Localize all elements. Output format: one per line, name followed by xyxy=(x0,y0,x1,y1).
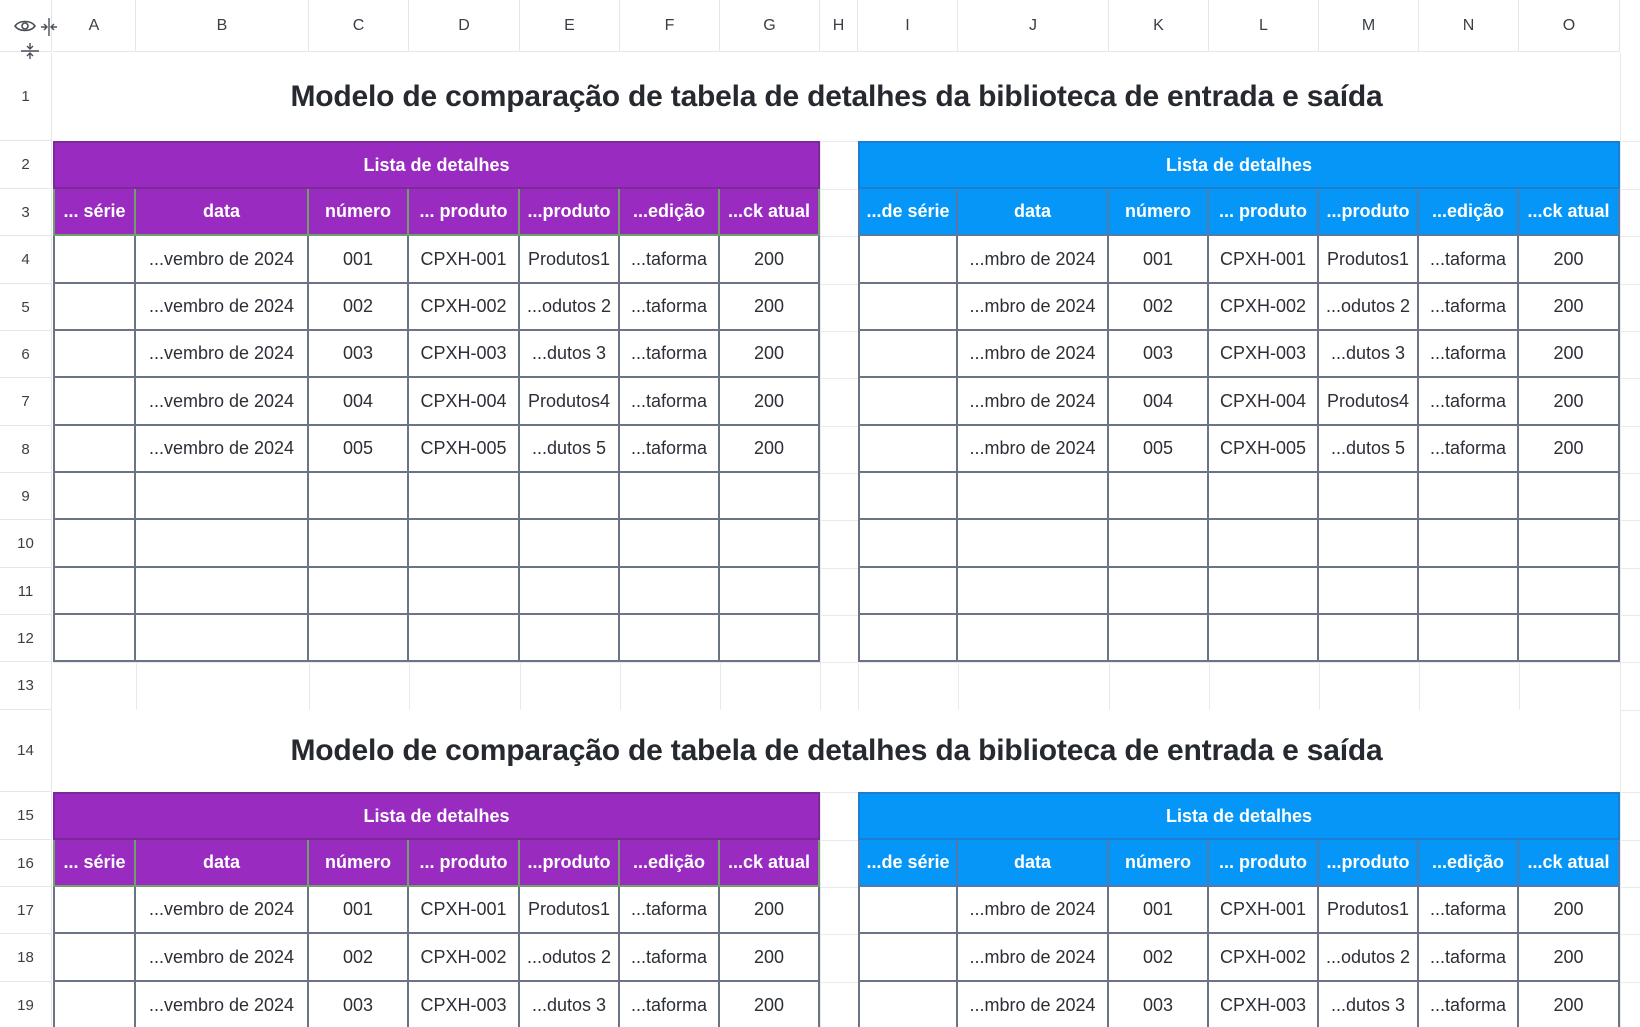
right-table-cell[interactable] xyxy=(958,473,1109,520)
left-table-cell[interactable] xyxy=(720,568,820,615)
right-table-cell[interactable]: Produtos1 xyxy=(1319,236,1419,284)
left-table-cell[interactable] xyxy=(53,887,136,934)
row-header-3[interactable]: 3 xyxy=(0,189,52,236)
left-table-cell[interactable] xyxy=(53,934,136,982)
right-table-cell[interactable] xyxy=(1209,615,1319,662)
left-table-cell[interactable]: CPXH-002 xyxy=(409,934,520,982)
right-table-cell[interactable]: CPXH-001 xyxy=(1209,887,1319,934)
column-header-n[interactable]: N xyxy=(1419,0,1519,52)
row-header-19[interactable]: 19 xyxy=(0,982,52,1027)
left-table-cell[interactable] xyxy=(53,615,136,662)
right-table-cell[interactable]: ...dutos 3 xyxy=(1319,982,1419,1027)
left-column-heading[interactable]: ...edição xyxy=(620,189,720,236)
left-table-cell[interactable] xyxy=(620,568,720,615)
right-table-cell[interactable] xyxy=(1109,473,1209,520)
right-table-cell[interactable]: ...mbro de 2024 xyxy=(958,284,1109,331)
right-table-cell[interactable] xyxy=(1109,568,1209,615)
left-table-cell[interactable]: 200 xyxy=(720,378,820,426)
left-table-cell[interactable]: ...vembro de 2024 xyxy=(136,331,309,378)
right-column-heading[interactable]: número xyxy=(1109,189,1209,236)
left-table-cell[interactable]: CPXH-001 xyxy=(409,236,520,284)
right-table-cell[interactable] xyxy=(858,887,958,934)
left-table-cell[interactable]: ...taforma xyxy=(620,284,720,331)
row-header-4[interactable]: 4 xyxy=(0,236,52,284)
left-table-cell[interactable]: ...vembro de 2024 xyxy=(136,426,309,473)
left-table-cell[interactable]: CPXH-005 xyxy=(409,426,520,473)
left-table-cell[interactable]: 200 xyxy=(720,426,820,473)
right-table-cell[interactable] xyxy=(858,426,958,473)
left-column-heading[interactable]: ...produto xyxy=(520,189,620,236)
left-table-cell[interactable] xyxy=(620,615,720,662)
row-header-8[interactable]: 8 xyxy=(0,426,52,473)
row-header-2[interactable]: 2 xyxy=(0,141,52,189)
left-column-heading[interactable]: ...produto xyxy=(520,840,620,887)
row-header-7[interactable]: 7 xyxy=(0,378,52,426)
left-table-cell[interactable]: ...vembro de 2024 xyxy=(136,378,309,426)
left-table-cell[interactable]: Produtos1 xyxy=(520,236,620,284)
left-table-cell[interactable] xyxy=(136,520,309,568)
left-table-cell[interactable]: ...taforma xyxy=(620,331,720,378)
right-table-cell[interactable]: ...taforma xyxy=(1419,236,1519,284)
left-table-cell[interactable] xyxy=(620,520,720,568)
right-table-cell[interactable] xyxy=(1519,520,1620,568)
right-column-heading[interactable]: ...edição xyxy=(1419,840,1519,887)
left-table-cell[interactable]: 004 xyxy=(309,378,409,426)
right-table-cell[interactable]: 002 xyxy=(1109,934,1209,982)
left-table-cell[interactable] xyxy=(409,520,520,568)
left-table-banner: Lista de detalhes xyxy=(53,141,820,189)
right-column-heading[interactable]: ...produto xyxy=(1319,840,1419,887)
left-table-cell[interactable]: ...taforma xyxy=(620,426,720,473)
right-table-cell[interactable]: 200 xyxy=(1519,982,1620,1027)
column-header-h[interactable]: H xyxy=(820,0,858,52)
column-header-f[interactable]: F xyxy=(620,0,720,52)
left-column-heading[interactable]: ...edição xyxy=(620,840,720,887)
left-table-cell[interactable] xyxy=(136,615,309,662)
right-table-cell[interactable]: ...mbro de 2024 xyxy=(958,934,1109,982)
left-column-heading[interactable]: ...ck atual xyxy=(720,840,820,887)
right-table-cell[interactable]: 200 xyxy=(1519,934,1620,982)
right-table-cell[interactable] xyxy=(1209,568,1319,615)
left-table-cell[interactable]: CPXH-003 xyxy=(409,982,520,1027)
left-column-heading[interactable]: data xyxy=(136,189,309,236)
left-table-cell[interactable] xyxy=(520,615,620,662)
right-table-cell[interactable] xyxy=(858,331,958,378)
left-table-cell[interactable]: ...odutos 2 xyxy=(520,934,620,982)
left-table-cell[interactable] xyxy=(409,473,520,520)
right-table-cell[interactable]: CPXH-002 xyxy=(1209,284,1319,331)
column-header-l[interactable]: L xyxy=(1209,0,1319,52)
right-table-cell[interactable]: ...taforma xyxy=(1419,426,1519,473)
right-table-cell[interactable] xyxy=(1319,615,1419,662)
select-all-corner[interactable] xyxy=(0,0,52,52)
row-header-14[interactable]: 14 xyxy=(0,710,52,792)
left-table-cell[interactable] xyxy=(53,473,136,520)
right-table-cell[interactable] xyxy=(858,615,958,662)
left-table-cell[interactable]: ...dutos 3 xyxy=(520,982,620,1027)
right-column-heading[interactable]: ...de série xyxy=(858,189,958,236)
right-table-cell[interactable]: CPXH-005 xyxy=(1209,426,1319,473)
right-column-heading[interactable]: ... produto xyxy=(1209,189,1319,236)
left-column-heading[interactable]: ... produto xyxy=(409,840,520,887)
left-table-cell[interactable]: CPXH-004 xyxy=(409,378,520,426)
right-table-cell[interactable] xyxy=(1519,615,1620,662)
column-header-k[interactable]: K xyxy=(1109,0,1209,52)
left-table-cell[interactable]: Produtos1 xyxy=(520,887,620,934)
left-table-cell[interactable]: Produtos4 xyxy=(520,378,620,426)
left-table-cell[interactable]: ...dutos 3 xyxy=(520,331,620,378)
left-column-heading[interactable]: número xyxy=(309,840,409,887)
left-table-cell[interactable]: 002 xyxy=(309,284,409,331)
right-table-cell[interactable] xyxy=(858,284,958,331)
left-table-cell[interactable]: 200 xyxy=(720,331,820,378)
right-column-heading[interactable]: número xyxy=(1109,840,1209,887)
column-header-m[interactable]: M xyxy=(1319,0,1419,52)
left-table-cell[interactable]: ...vembro de 2024 xyxy=(136,982,309,1027)
left-table-cell[interactable] xyxy=(53,426,136,473)
gridline xyxy=(1620,53,1621,1027)
right-table-cell[interactable] xyxy=(1419,473,1519,520)
right-column-heading[interactable]: ...edição xyxy=(1419,189,1519,236)
right-table-cell[interactable]: 200 xyxy=(1519,378,1620,426)
left-table-cell[interactable] xyxy=(309,568,409,615)
column-header-o[interactable]: O xyxy=(1519,0,1620,52)
right-table-cell[interactable]: CPXH-002 xyxy=(1209,934,1319,982)
left-table-cell[interactable] xyxy=(520,473,620,520)
eye-icon[interactable] xyxy=(14,18,36,34)
left-table-cell[interactable]: 002 xyxy=(309,934,409,982)
row-header-6[interactable]: 6 xyxy=(0,331,52,378)
right-table-banner: Lista de detalhes xyxy=(858,141,1620,189)
row-header-18[interactable]: 18 xyxy=(0,934,52,982)
column-header-e[interactable]: E xyxy=(520,0,620,52)
right-table-cell[interactable]: ...odutos 2 xyxy=(1319,284,1419,331)
left-table-cell[interactable]: ...vembro de 2024 xyxy=(136,934,309,982)
right-table-cell[interactable] xyxy=(958,520,1109,568)
left-column-heading[interactable]: ... série xyxy=(53,840,136,887)
row-header-11[interactable]: 11 xyxy=(0,568,52,615)
left-table-cell[interactable]: 200 xyxy=(720,236,820,284)
right-table-cell[interactable]: 200 xyxy=(1519,887,1620,934)
right-table-cell[interactable] xyxy=(958,568,1109,615)
right-table-cell[interactable] xyxy=(858,982,958,1027)
left-table-cell[interactable]: 001 xyxy=(309,236,409,284)
right-column-heading[interactable]: ...ck atual xyxy=(1519,840,1620,887)
left-table-cell[interactable] xyxy=(309,615,409,662)
right-table-cell[interactable]: ...taforma xyxy=(1419,982,1519,1027)
left-table-cell[interactable]: CPXH-003 xyxy=(409,331,520,378)
right-table-cell[interactable]: Produtos4 xyxy=(1319,378,1419,426)
right-table-cell[interactable]: 200 xyxy=(1519,236,1620,284)
column-header-bar xyxy=(0,0,1640,53)
right-table-cell[interactable] xyxy=(1209,520,1319,568)
left-table-cell[interactable] xyxy=(309,473,409,520)
sheet-title: Modelo de comparação de tabela de detalhes da biblioteca de entrada e saída xyxy=(53,710,1620,792)
left-column-heading[interactable]: ...ck atual xyxy=(720,189,820,236)
left-table-cell[interactable] xyxy=(53,520,136,568)
left-table-cell[interactable]: 200 xyxy=(720,982,820,1027)
right-table-cell[interactable] xyxy=(858,934,958,982)
right-column-heading[interactable]: ...produto xyxy=(1319,189,1419,236)
right-table-cell[interactable]: ...taforma xyxy=(1419,934,1519,982)
left-table-cell[interactable]: 200 xyxy=(720,284,820,331)
left-table-cell[interactable]: ...vembro de 2024 xyxy=(136,887,309,934)
left-column-heading[interactable]: número xyxy=(309,189,409,236)
left-table-cell[interactable] xyxy=(409,568,520,615)
left-table-cell[interactable] xyxy=(309,520,409,568)
left-table-cell[interactable] xyxy=(53,568,136,615)
right-table-cell[interactable]: ...mbro de 2024 xyxy=(958,378,1109,426)
left-table-cell[interactable]: ...taforma xyxy=(620,934,720,982)
right-table-banner: Lista de detalhes xyxy=(858,792,1620,840)
column-header-g[interactable]: G xyxy=(720,0,820,52)
row-header-13[interactable]: 13 xyxy=(0,662,52,710)
left-table-cell[interactable] xyxy=(53,982,136,1027)
left-table-cell[interactable] xyxy=(136,568,309,615)
left-table-cell[interactable]: ...taforma xyxy=(620,378,720,426)
right-table-cell[interactable] xyxy=(1109,520,1209,568)
left-table-banner: Lista de detalhes xyxy=(53,792,820,840)
right-table-cell[interactable] xyxy=(1419,615,1519,662)
left-table-cell[interactable]: 001 xyxy=(309,887,409,934)
left-column-heading[interactable]: ... produto xyxy=(409,189,520,236)
left-table-cell[interactable]: CPXH-002 xyxy=(409,284,520,331)
left-column-heading[interactable]: data xyxy=(136,840,309,887)
left-table-cell[interactable] xyxy=(720,520,820,568)
left-table-cell[interactable]: ...odutos 2 xyxy=(520,284,620,331)
right-table-cell[interactable]: 001 xyxy=(1109,887,1209,934)
left-table-cell[interactable]: 200 xyxy=(720,934,820,982)
right-table-cell[interactable] xyxy=(858,378,958,426)
right-table-cell[interactable]: 001 xyxy=(1109,236,1209,284)
column-header-b[interactable]: B xyxy=(136,0,309,52)
left-table-cell[interactable]: ...taforma xyxy=(620,982,720,1027)
row-header-9[interactable]: 9 xyxy=(0,473,52,520)
right-column-heading[interactable]: data xyxy=(958,840,1109,887)
right-table-cell[interactable] xyxy=(1519,568,1620,615)
right-table-cell[interactable] xyxy=(1109,615,1209,662)
right-table-cell[interactable] xyxy=(858,520,958,568)
left-table-cell[interactable]: ...vembro de 2024 xyxy=(136,236,309,284)
left-table-cell[interactable]: ...taforma xyxy=(620,236,720,284)
row-header-12[interactable]: 12 xyxy=(0,615,52,662)
right-table-cell[interactable]: 003 xyxy=(1109,331,1209,378)
right-table-cell[interactable]: 003 xyxy=(1109,982,1209,1027)
left-table-cell[interactable]: 003 xyxy=(309,331,409,378)
right-table-cell[interactable]: Produtos1 xyxy=(1319,887,1419,934)
right-table-cell[interactable]: 200 xyxy=(1519,284,1620,331)
right-table-cell[interactable]: 002 xyxy=(1109,284,1209,331)
column-header-d[interactable]: D xyxy=(409,0,520,52)
sheet-title: Modelo de comparação de tabela de detalhes da biblioteca de entrada e saída xyxy=(53,53,1620,141)
right-table-cell[interactable] xyxy=(1419,520,1519,568)
right-table-cell[interactable] xyxy=(958,615,1109,662)
left-table-cell[interactable] xyxy=(520,568,620,615)
right-table-cell[interactable]: ...taforma xyxy=(1419,378,1519,426)
column-header-c[interactable]: C xyxy=(309,0,409,52)
left-table-cell[interactable] xyxy=(720,615,820,662)
row-header-1[interactable]: 1 xyxy=(0,53,52,141)
left-table-cell[interactable] xyxy=(53,378,136,426)
row-header-16[interactable]: 16 xyxy=(0,840,52,887)
column-header-a[interactable]: A xyxy=(53,0,136,52)
left-table-cell[interactable] xyxy=(53,331,136,378)
row-header-5[interactable]: 5 xyxy=(0,284,52,331)
left-table-cell[interactable] xyxy=(136,473,309,520)
right-table-cell[interactable]: ...mbro de 2024 xyxy=(958,982,1109,1027)
left-table-cell[interactable] xyxy=(620,473,720,520)
right-column-heading[interactable]: data xyxy=(958,189,1109,236)
right-table-cell[interactable] xyxy=(1319,520,1419,568)
right-table-cell[interactable]: ...taforma xyxy=(1419,331,1519,378)
right-table-cell[interactable] xyxy=(1519,473,1620,520)
right-table-cell[interactable] xyxy=(1319,473,1419,520)
left-table-cell[interactable]: ...dutos 5 xyxy=(520,426,620,473)
freeze-columns-icon[interactable] xyxy=(38,16,60,38)
right-table-cell[interactable]: CPXH-004 xyxy=(1209,378,1319,426)
right-table-cell[interactable]: ...taforma xyxy=(1419,284,1519,331)
right-table-cell[interactable]: ...mbro de 2024 xyxy=(958,331,1109,378)
right-table-cell[interactable]: CPXH-003 xyxy=(1209,982,1319,1027)
row-header-15[interactable]: 15 xyxy=(0,792,52,840)
right-table-cell[interactable]: CPXH-003 xyxy=(1209,331,1319,378)
right-table-cell[interactable] xyxy=(858,568,958,615)
right-table-cell[interactable]: CPXH-001 xyxy=(1209,236,1319,284)
left-table-cell[interactable]: 003 xyxy=(309,982,409,1027)
column-header-i[interactable]: I xyxy=(858,0,958,52)
right-table-cell[interactable]: 005 xyxy=(1109,426,1209,473)
left-table-cell[interactable] xyxy=(409,615,520,662)
left-table-cell[interactable]: ...vembro de 2024 xyxy=(136,284,309,331)
right-table-cell[interactable]: 004 xyxy=(1109,378,1209,426)
left-table-cell[interactable]: 005 xyxy=(309,426,409,473)
right-table-cell[interactable] xyxy=(858,236,958,284)
right-table-cell[interactable]: ...taforma xyxy=(1419,887,1519,934)
left-table-cell[interactable] xyxy=(720,473,820,520)
right-table-cell[interactable]: ...mbro de 2024 xyxy=(958,887,1109,934)
left-column-heading[interactable]: ... série xyxy=(53,189,136,236)
right-table-cell[interactable]: ...odutos 2 xyxy=(1319,934,1419,982)
left-table-cell[interactable]: CPXH-001 xyxy=(409,887,520,934)
row-header-10[interactable]: 10 xyxy=(0,520,52,568)
right-table-cell[interactable]: 200 xyxy=(1519,426,1620,473)
right-column-heading[interactable]: ... produto xyxy=(1209,840,1319,887)
right-table-cell[interactable] xyxy=(1319,568,1419,615)
right-table-cell[interactable]: 200 xyxy=(1519,331,1620,378)
left-table-cell[interactable]: 200 xyxy=(720,887,820,934)
right-table-cell[interactable] xyxy=(1209,473,1319,520)
left-table-cell[interactable] xyxy=(53,236,136,284)
column-header-j[interactable]: J xyxy=(958,0,1109,52)
right-table-cell[interactable] xyxy=(858,473,958,520)
left-table-cell[interactable] xyxy=(520,520,620,568)
gridline xyxy=(53,662,1640,663)
right-table-cell[interactable]: ...dutos 3 xyxy=(1319,331,1419,378)
right-table-cell[interactable] xyxy=(1419,568,1519,615)
left-table-cell[interactable] xyxy=(53,284,136,331)
right-table-cell[interactable]: ...mbro de 2024 xyxy=(958,426,1109,473)
right-table-cell[interactable]: ...mbro de 2024 xyxy=(958,236,1109,284)
row-header-17[interactable]: 17 xyxy=(0,887,52,934)
left-table-cell[interactable]: ...taforma xyxy=(620,887,720,934)
right-table-cell[interactable]: ...dutos 5 xyxy=(1319,426,1419,473)
right-column-heading[interactable]: ...de série xyxy=(858,840,958,887)
right-column-heading[interactable]: ...ck atual xyxy=(1519,189,1620,236)
gridline xyxy=(820,53,821,1027)
